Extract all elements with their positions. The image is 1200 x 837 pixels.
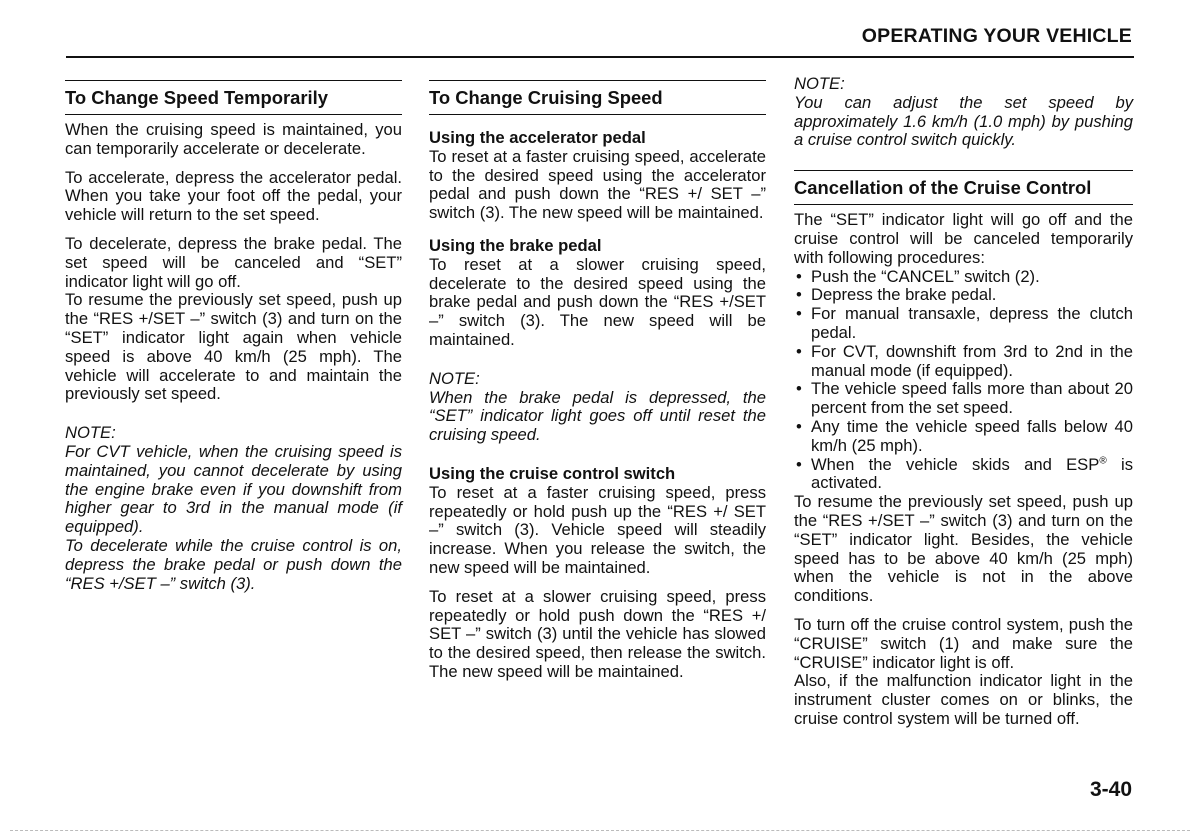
note-label: NOTE: xyxy=(65,423,116,443)
subheading-brake-pedal: Using the brake pedal xyxy=(429,235,602,255)
paragraph: To accelerate, depress the accelerator pedal. When you take your foot off the pedal, your vehicle will return to the set speed. xyxy=(65,167,402,225)
heading-cancellation-cruise-control: Cancellation of the Cruise Control xyxy=(794,170,1133,205)
paragraph: To decelerate, depress the brake pedal. The set speed will be canceled and “SET” indicator light will go off. xyxy=(65,233,402,291)
note-label: NOTE: xyxy=(429,368,480,388)
list-item xyxy=(794,456,1133,494)
bottom-rule xyxy=(10,830,1190,831)
paragraph: To reset at a faster cruising speed, press repeatedly or hold push up the “RES +/ SET –” switch (3). Vehicle speed will steadily increase. When you release the switch, the new speed will be maintained. xyxy=(429,482,766,577)
paragraph: The “SET” indicator light will go off and the cruise control will be canceled temporarily with following procedures: xyxy=(794,210,1133,267)
registered-mark: ® xyxy=(1099,455,1107,467)
column-left xyxy=(65,80,402,593)
note-label: NOTE: xyxy=(794,74,845,93)
note-text: When the brake pedal is depressed, the “SET” indicator light goes off until reset the cruising speed. xyxy=(429,387,766,445)
paragraph: To reset at a faster cruising speed, accelerate to the desired speed using the accelerator pedal and push down the “RES +/ SET –” switch (3). The new speed will be maintained. xyxy=(429,146,766,223)
list-item: • Push the “CANCEL” switch (2). xyxy=(794,268,1133,287)
section-title: OPERATING YOUR VEHICLE xyxy=(861,25,1132,47)
column-right xyxy=(794,75,1133,729)
list-item: • Depress the brake pedal. xyxy=(794,286,1133,305)
subheading-accelerator-pedal: Using the accelerator pedal xyxy=(429,128,646,147)
note-text: To decelerate while the cruise control is on, depress the brake pedal or push down the “RES +/SET –” switch (3). xyxy=(65,535,402,593)
note-text: You can adjust the set speed by approximately 1.6 km/h (1.0 mph) by pushing a cruise control switch quickly. xyxy=(794,92,1133,150)
note-text: For CVT vehicle, when the cruising speed is maintained, you cannot decelerate by using the engine brake even if you downshift from higher gear to 3rd in the manual mode (if equipped). xyxy=(65,441,402,537)
paragraph: To turn off the cruise control system, push the “CRUISE” switch (1) and make sure the “CRUISE” indicator light is off. xyxy=(794,614,1133,672)
list-item: • Any time the vehicle speed falls below 40 km/h (25 mph). xyxy=(794,418,1133,456)
paragraph: To resume the previously set speed, push up the “RES +/SET –” switch (3) and turn on the “SET” indicator light. Besides, the vehicle speed has to be above 40 km/h (25 mph) when the vehicle is not in the above conditions. xyxy=(794,492,1133,606)
paragraph: When the cruising speed is maintained, you can temporarily accelerate or decelerate. xyxy=(65,120,402,158)
column-middle xyxy=(429,80,766,682)
list-item: • For manual transaxle, depress the clutch pedal. xyxy=(794,305,1133,343)
subheading-cruise-control-switch: Using the cruise control switch xyxy=(429,463,676,483)
paragraph: To reset at a slower cruising speed, decelerate to the desired speed using the brake pedal and push down the “RES +/SET –” switch (3). The new speed will be maintained. xyxy=(429,254,766,349)
paragraph: Also, if the malfunction indicator light in the instrument cluster comes on or blinks, the cruise control system will be turned off. xyxy=(794,671,1133,728)
heading-change-speed-temporarily: To Change Speed Temporarily xyxy=(65,80,402,115)
paragraph: To reset at a slower cruising speed, press repeatedly or hold push down the “RES +/ SET –” switch (3) until the vehicle has slowed to the desired speed, then release the switch. The new speed will be maintained. xyxy=(429,586,766,681)
list-item-text: is activated. xyxy=(811,454,1133,493)
cancel-conditions-list xyxy=(794,268,1133,494)
list-item-text: When the vehicle skids and ESP xyxy=(811,454,1100,474)
heading-change-cruising-speed: To Change Cruising Speed xyxy=(429,80,766,115)
paragraph: To resume the previously set speed, push up the “RES +/SET –” switch (3) and turn on the “SET” indicator light again when vehicle speed is above 40 km/h (25 mph). The vehicle will accelerate to and maintain the previously set speed. xyxy=(65,290,402,404)
page-number: 3-40 xyxy=(1089,778,1132,801)
header-rule xyxy=(66,56,1134,58)
list-item: • For CVT, downshift from 3rd to 2nd in the manual mode (if equipped). xyxy=(794,343,1133,381)
list-item: • The vehicle speed falls more than about 20 percent from the set speed. xyxy=(794,380,1133,418)
